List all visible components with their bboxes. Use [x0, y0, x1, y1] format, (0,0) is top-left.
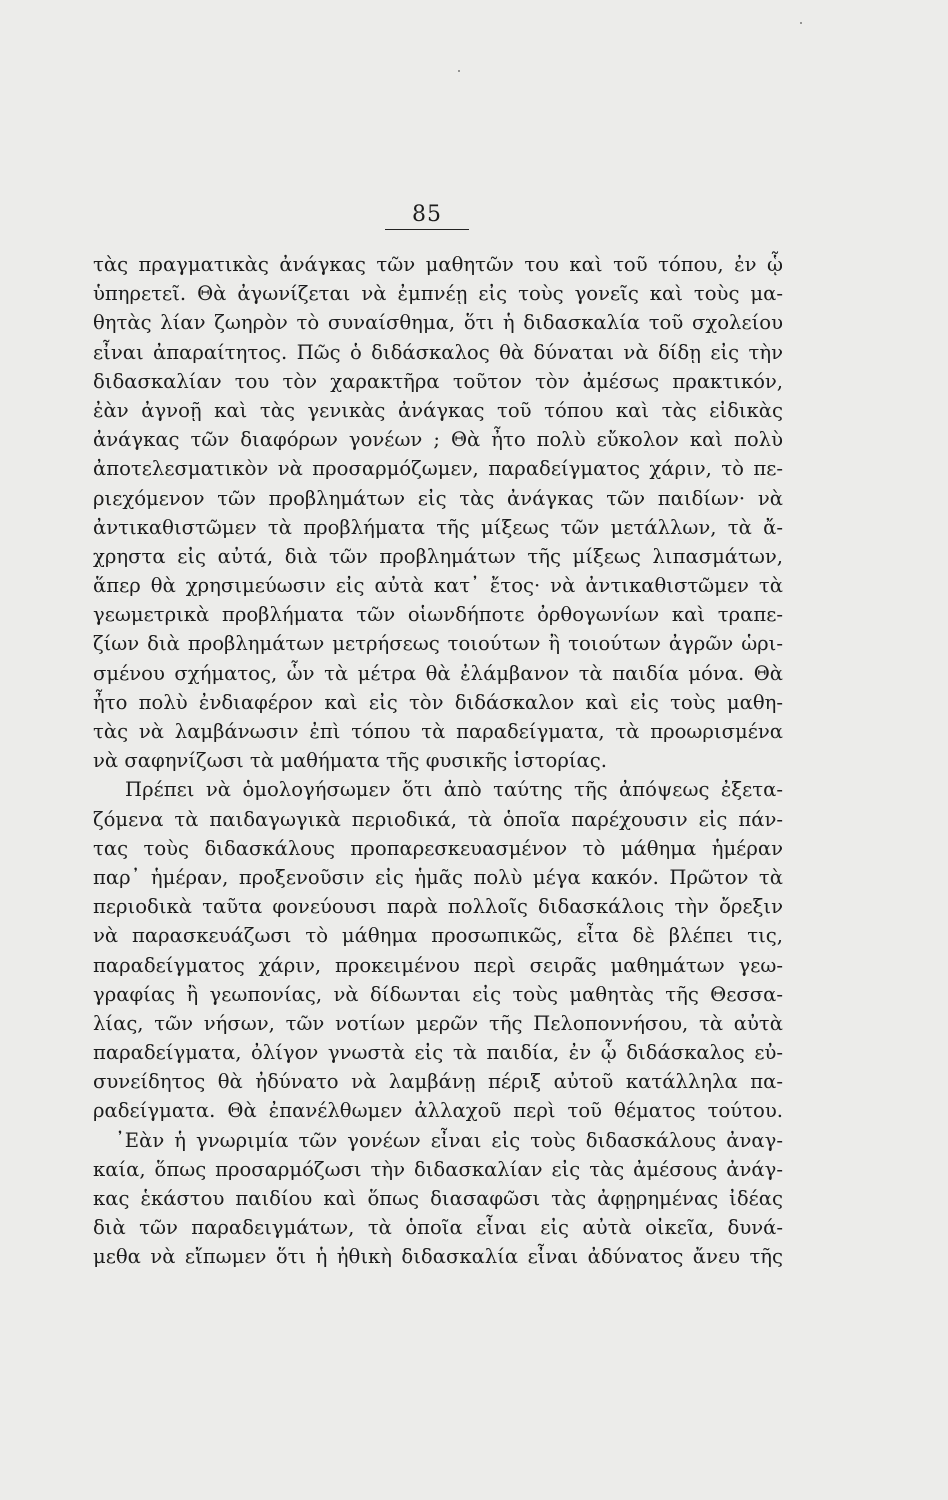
- text-line: περιοδικὰ ταῦτα φονεύουσι παρὰ πολλοῖς διδασκάλοις τὴν ὄρεξιν: [93, 895, 783, 919]
- text-line: χρηστα εἰς αὐτά, διὰ τῶν προβλημάτων τῆς μίξεως λιπασμάτων,: [93, 544, 783, 568]
- page-number: 85: [412, 202, 442, 227]
- paper-speck: [800, 22, 802, 24]
- text-line: εἶναι ἀπαραίτητος. Πῶς ὁ διδάσκαλος θὰ δύναται νὰ δίδῃ εἰς τὴν: [93, 340, 783, 364]
- text-line: ἀνάγκας τῶν διαφόρων γονέων ; Θὰ ἦτο πολὺ εὔκολον καὶ πολὺ: [93, 428, 783, 452]
- text-line: ἅπερ θὰ χρησιμεύωσιν εἰς αὐτὰ κατ᾿ ἔτος· νὰ ἀντικαθιστῶμεν τὰ: [93, 574, 783, 598]
- text-line: κας ἑκάστου παιδίου καὶ ὅπως διασαφῶσι τὰς ἀφῃρημένας ἰδέας: [93, 1187, 783, 1210]
- text-line: παρ᾿ ἡμέραν, προξενοῦσιν εἰς ἡμᾶς πολὺ μέγα κακόν. Πρῶτον τὰ: [93, 865, 783, 889]
- text-line: ὑπηρετεῖ. Θὰ ἀγωνίζεται νὰ ἐμπνέῃ εἰς τοὺς γονεῖς καὶ τοὺς μα-: [93, 282, 783, 306]
- text-line: ζόμενα τὰ παιδαγωγικὰ περιοδικά, τὰ ὁποῖα παρέχουσιν εἰς πάν-: [93, 807, 783, 831]
- text-line: ἀντικαθιστῶμεν τὰ προβλήματα τῆς μίξεως τῶν μετάλλων, τὰ ἄ-: [93, 515, 783, 539]
- text-line: συνείδητος θὰ ἠδύνατο νὰ λαμβάνῃ πέριξ αὐτοῦ κατάλληλα πα-: [93, 1070, 783, 1094]
- text-line: μεθα νὰ εἴπωμεν ὅτι ἡ ἠθικὴ διδασκαλία εἶναι ἀδύνατος ἄνευ τῆς: [93, 1245, 783, 1269]
- text-line: σμένου σχήματος, ὧν τὰ μέτρα θὰ ἐλάμβανον τὰ παιδία μόνα. Θὰ: [93, 661, 783, 685]
- text-line: παραδείγματα, ὀλίγον γνωστὰ εἰς τὰ παιδία, ἐν ᾧ διδάσκαλος εὐ-: [93, 1041, 783, 1065]
- text-line: διδασκαλίαν του τὸν χαρακτῆρα τοῦτον τὸν ἀμέσως πρακτικόν,: [93, 369, 783, 393]
- text-line: ραδείγματα. Θὰ ἐπανέλθωμεν ἀλλαχοῦ περὶ τοῦ θέματος τούτου.: [93, 1099, 783, 1123]
- text-line: παραδείγματος χάριν, προκειμένου περὶ σειρᾶς μαθημάτων γεω-: [93, 953, 783, 977]
- text-line: Πρέπει νὰ ὁμολογήσωμεν ὅτι ἀπὸ ταύτης τῆς ἀπόψεως ἐξετα-: [125, 778, 783, 802]
- text-line: λίας, τῶν νήσων, τῶν νοτίων μερῶν τῆς Πελοποννήσου, τὰ αὐτὰ: [93, 1011, 783, 1035]
- text-line: γραφίας ἢ γεωπονίας, νὰ δίδωνται εἰς τοὺς μαθητὰς τῆς Θεσσα-: [93, 982, 783, 1006]
- text-line: γεωμετρικὰ προβλήματα τῶν οἱωνδήποτε ὀρθογωνίων καὶ τραπε-: [93, 603, 783, 627]
- text-line: νὰ σαφηνίζωσι τὰ μαθήματα τῆς φυσικῆς ἱστορίας.: [93, 749, 607, 773]
- paragraph-2: [93, 775, 783, 1125]
- paper-speck: [458, 70, 460, 72]
- text-line: καία, ὅπως προσαρμόζωσι τὴν διδασκαλίαν εἰς τὰς ἀμέσους ἀνάγ-: [93, 1157, 783, 1181]
- text-line: ριεχόμενον τῶν προβλημάτων εἰς τὰς ἀνάγκας τῶν παιδίων· νὰ: [93, 486, 783, 510]
- text-line: ᾿Εὰν ἡ γνωριμία τῶν γονέων εἶναι εἰς τοὺς διδασκάλους ἀναγ-: [115, 1128, 783, 1152]
- page-number-rule: [385, 229, 469, 230]
- text-line: ἀποτελεσματικὸν νὰ προσαρμόζωμεν, παραδείγματος χάριν, τὸ πε-: [93, 457, 783, 481]
- text-line: διὰ τῶν παραδειγμάτων, τὰ ὁποῖα εἶναι εἰς αὐτὰ οἰκεῖα, δυνά-: [93, 1216, 783, 1240]
- text-line: τὰς νὰ λαμβάνωσιν ἐπὶ τόπου τὰ παραδείγματα, τὰ προωρισμένα: [93, 720, 783, 743]
- text-line: τὰς πραγματικὰς ἀνάγκας τῶν μαθητῶν του καὶ τοῦ τόπου, ἐν ᾧ: [93, 253, 783, 276]
- paragraph-3: [93, 1126, 783, 1272]
- paragraph-1: [93, 250, 783, 775]
- body-text: [93, 250, 783, 1272]
- text-line: θητὰς λίαν ζωηρὸν τὸ συναίσθημα, ὅτι ἡ διδασκαλία τοῦ σχολείου: [93, 311, 783, 335]
- text-line: ἦτο πολὺ ἐνδιαφέρον καὶ εἰς τὸν διδάσκαλον καὶ εἰς τοὺς μαθη-: [93, 690, 783, 714]
- text-line: ἐὰν ἀγνοῇ καὶ τὰς γενικὰς ἀνάγκας τοῦ τόπου καὶ τὰς εἰδικὰς: [93, 398, 783, 422]
- text-line: ζίων διὰ προβλημάτων μετρήσεως τοιούτων ἢ τοιούτων ἀγρῶν ὡρι-: [93, 632, 783, 656]
- text-line: τας τοὺς διδασκάλους προπαρεσκευασμένον τὸ μάθημα ἡμέραν: [93, 836, 783, 860]
- text-line: νὰ παρασκευάζωσι τὸ μάθημα προσωπικῶς, εἶτα δὲ βλέπει τις,: [93, 924, 783, 948]
